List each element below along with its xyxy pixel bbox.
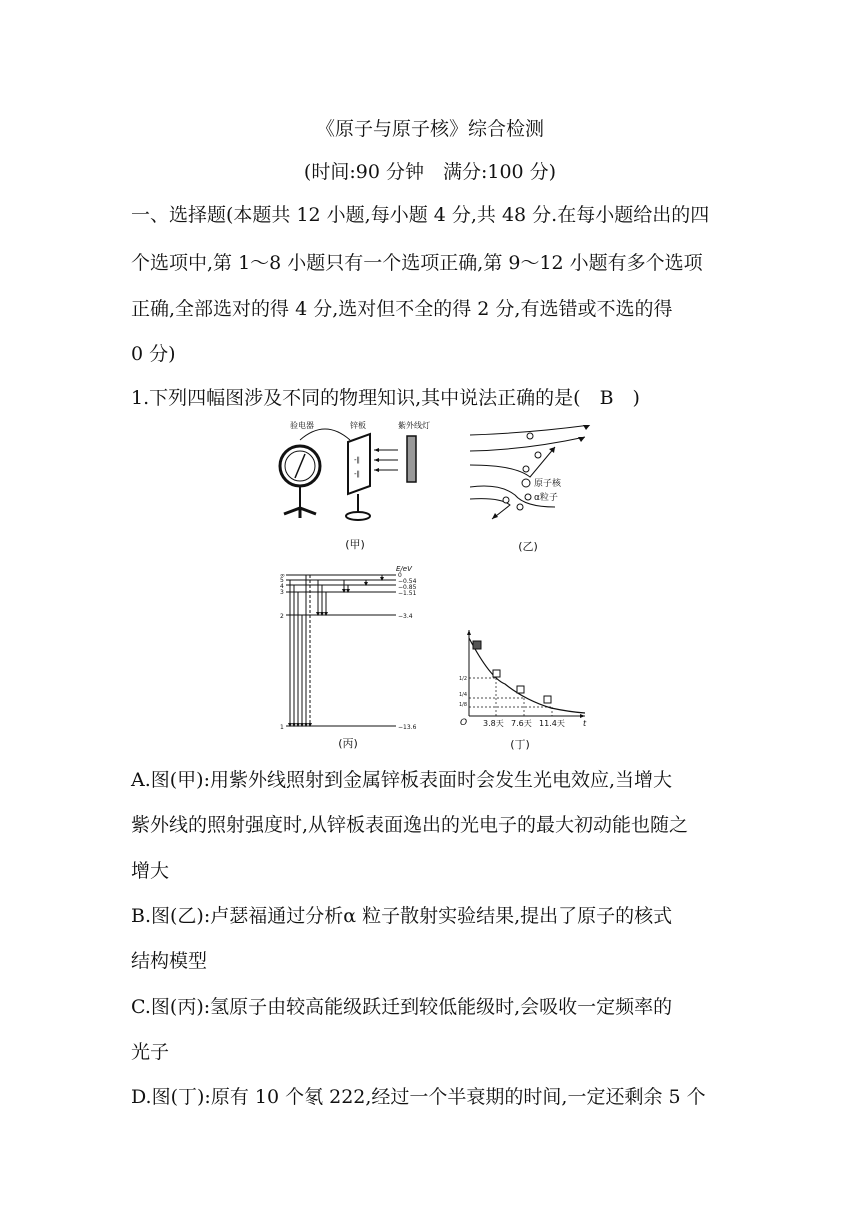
label-alpha: α粒子 [534, 493, 558, 503]
caption-yi: (乙) [518, 540, 538, 553]
option-a-line-1: A.图(甲):用紫外线照射到金属锌板表面时会发生光电效应,当增大 [131, 769, 673, 791]
xtick-3-8: 3.8天 [483, 719, 504, 728]
level-n-1: 1 [280, 724, 284, 731]
option-b-line-2: 结构模型 [131, 950, 208, 972]
xtick-11-4: 11.4天 [539, 719, 565, 728]
level-n-3: 3 [280, 589, 284, 596]
origin-label: O [460, 718, 468, 728]
page-title: 《原子与原子核》综合检测 [315, 118, 544, 140]
level-e-inf: 0 [398, 572, 402, 579]
level-n-5: 5 [280, 577, 284, 584]
option-b-line-1: B.图(乙):卢瑟福通过分析α 粒子散射实验结果,提出了原子的核式 [131, 905, 673, 927]
caption-jia: (甲) [345, 538, 365, 551]
level-n-inf: ∞ [280, 572, 285, 579]
figure-bing [278, 563, 428, 750]
level-e-1: −13.6 [398, 724, 417, 731]
level-e-3: −1.51 [398, 590, 417, 597]
level-e-2: −3.4 [398, 613, 413, 620]
option-d-line-1: D.图(丁):原有 10 个氡 222,经过一个半衰期的时间,一定还剩余 5 个 [131, 1086, 706, 1108]
question-stem: 1.下列四幅图涉及不同的物理知识,其中说法正确的是( B ) [131, 387, 640, 409]
level-n-4: 4 [280, 583, 284, 590]
ytick-quarter: 1/4 [459, 692, 468, 698]
xtick-7-6: 7.6天 [511, 719, 532, 728]
option-c-line-1: C.图(丙):氢原子由较高能级跃迁到较低能级时,会吸收一定频率的 [131, 996, 673, 1018]
level-e-5: −0.54 [398, 578, 417, 585]
page-subtitle: (时间:90 分钟 满分:100 分) [303, 161, 557, 183]
ytick-half: 1/2 [459, 676, 468, 682]
figure-yi [470, 425, 595, 553]
level-n-2: 2 [280, 613, 284, 620]
t-axis-label: t [583, 719, 587, 728]
label-electroscope: 验电器 [290, 421, 314, 430]
label-uv-lamp: 紫外线灯 [398, 421, 430, 430]
svg-text:-∥: -∥ [354, 470, 361, 478]
section-line-3: 正确,全部选对的得 4 分,选对但不全的得 2 分,有选错或不选的得 [131, 298, 673, 320]
ytick-eighth: 1/8 [459, 702, 468, 708]
section-line-4: 0 分) [131, 343, 176, 365]
figure-ding [455, 628, 590, 751]
energy-axis-label: E/eV [396, 565, 412, 573]
level-e-4: −0.85 [398, 584, 417, 591]
caption-bing: (丙) [338, 737, 358, 750]
option-a-line-2: 紫外线的照射强度时,从锌板表面逸出的光电子的最大初动能也随之 [131, 814, 689, 836]
figure-jia [270, 418, 440, 551]
option-c-line-2: 光子 [131, 1041, 170, 1063]
label-nucleus: 原子核 [534, 479, 562, 489]
option-a-line-3: 增大 [131, 860, 170, 882]
section-line-2: 个选项中,第 1～8 小题只有一个选项正确,第 9～12 小题有多个选项 [131, 252, 703, 274]
svg-text:-∥: -∥ [354, 456, 361, 464]
section-line-1: 一、选择题(本题共 12 小题,每小题 4 分,共 48 分.在每小题给出的四 [131, 204, 710, 226]
label-zinc-plate: 锌板 [350, 421, 366, 430]
caption-ding: (丁) [510, 738, 530, 751]
